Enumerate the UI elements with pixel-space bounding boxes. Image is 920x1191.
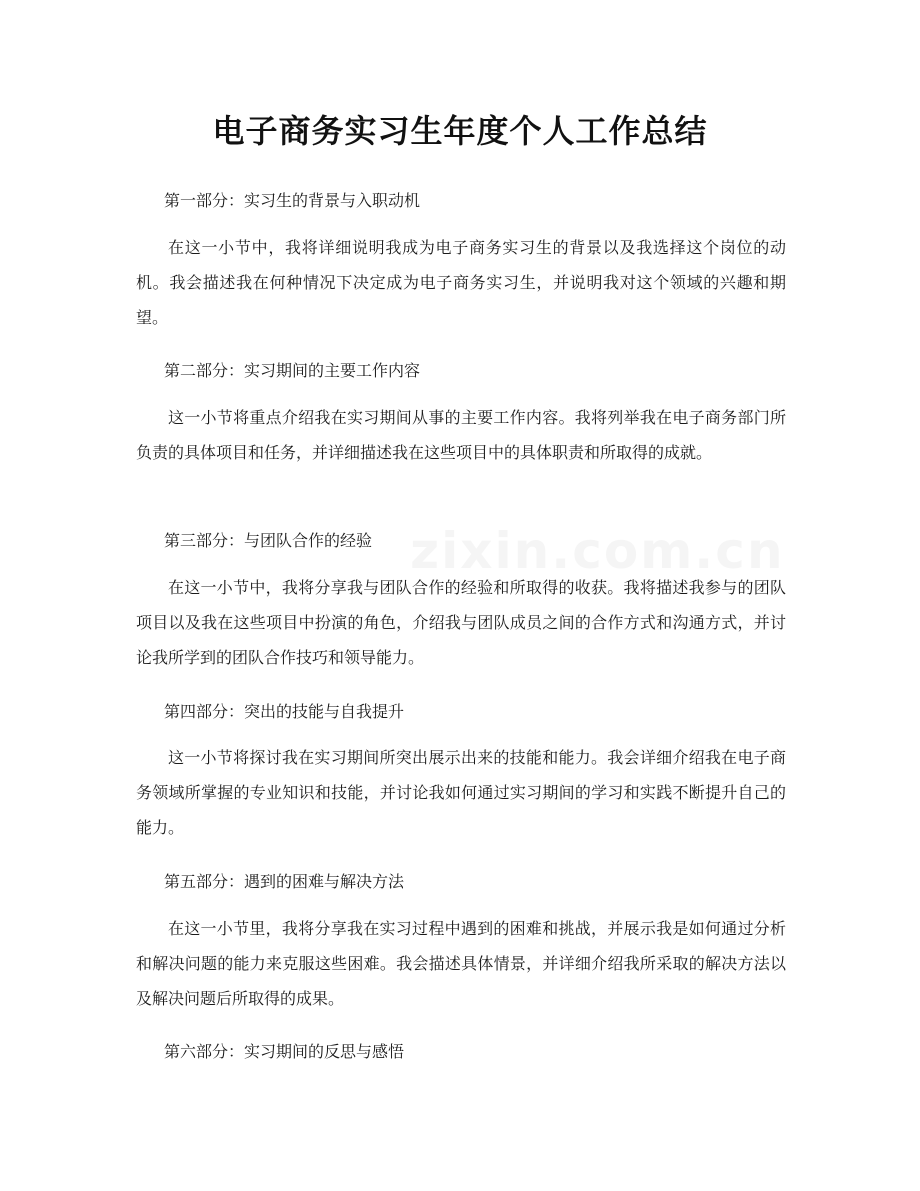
section-3-body: 在这一小节中，我将分享我与团队合作的经验和所取得的收获。我将描述我参与的团队项目以及我在这些项目中扮演的角色，介绍我与团队成员之间的合作方式和沟通方式，并讨论我所学到的团队合作技巧和领导能力。 <box>136 578 786 667</box>
section-4-heading: 第四部分：突出的技能与自我提升 <box>164 702 405 721</box>
section-2-body: 这一小节将重点介绍我在实习期间从事的主要工作内容。我将列举我在电子商务部门所负责的具体项目和任务，并详细描述我在这些项目中的具体职责和所取得的成就。 <box>136 408 786 462</box>
section-5-body: 在这一小节里，我将分享我在实习过程中遇到的困难和挑战，并展示我是如何通过分析和解决问题的能力来克服这些困难。我会描述具体情景，并详细介绍我所采取的解决方法以及解决问题后所取得的成果。 <box>136 919 786 1008</box>
document-title: 电子商务实习生年度个人工作总结 <box>212 112 708 150</box>
section-1-body: 在这一小节中，我将详细说明我成为电子商务实习生的背景以及我选择这个岗位的动机。我会描述我在何种情况下决定成为电子商务实习生，并说明我对这个领域的兴趣和期望。 <box>136 238 786 327</box>
section-6-heading: 第六部分：实习期间的反思与感悟 <box>164 1042 405 1061</box>
section-1-heading: 第一部分：实习生的背景与入职动机 <box>164 191 421 210</box>
watermark: zixin.com.cn <box>410 522 785 580</box>
section-5-heading: 第五部分：遇到的困难与解决方法 <box>164 872 405 891</box>
section-2-heading: 第二部分：实习期间的主要工作内容 <box>164 361 421 380</box>
section-3-heading: 第三部分：与团队合作的经验 <box>164 531 373 550</box>
section-4-body: 这一小节将探讨我在实习期间所突出展示出来的技能和能力。我会详细介绍我在电子商务领域所掌握的专业知识和技能，并讨论我如何通过实习期间的学习和实践不断提升自己的能力。 <box>136 748 786 837</box>
